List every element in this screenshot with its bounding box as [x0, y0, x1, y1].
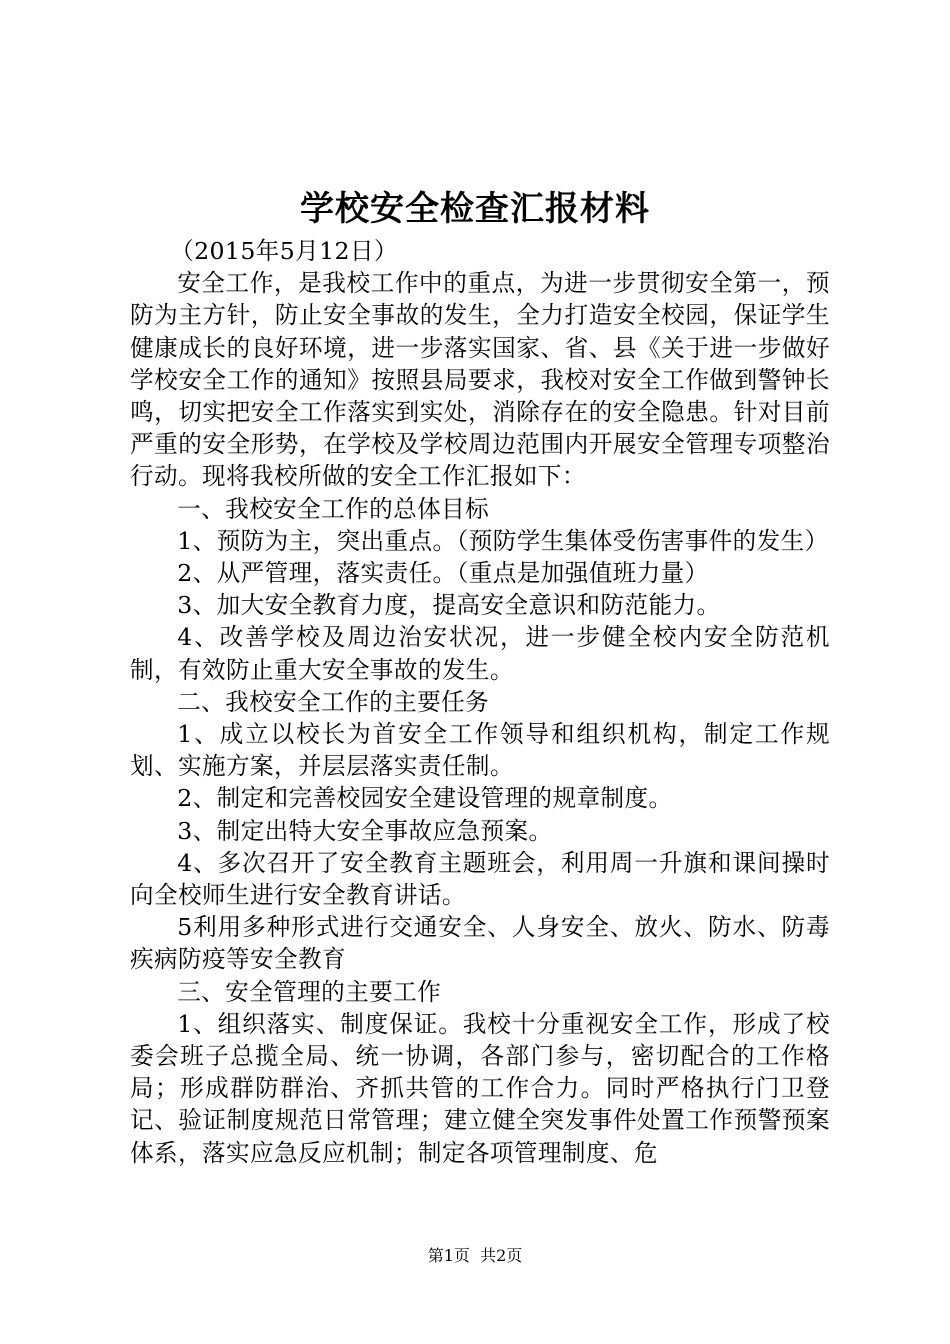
list-item: 2、制定和完善校园安全建设管理的规章制度。 — [177, 784, 673, 813]
page-total: 共2页 — [480, 1246, 523, 1265]
page-footer — [0, 1245, 950, 1267]
page-number: 第1页 — [427, 1246, 470, 1265]
list-item: 3、制定出特大安全事故应急预案。 — [177, 816, 553, 845]
document-body — [130, 235, 830, 1169]
list-item: 2、从严管理，落实责任。（重点是加强值班力量） — [177, 559, 709, 588]
document-date: （2015年5月12日） — [170, 237, 398, 265]
list-item: 1、预防为主，突出重点。（预防学生集体受伤害事件的发生） — [177, 526, 829, 555]
list-item: 5利用多种形式进行交通安全、人身安全、放火、防水、防毒疾病防疫等安全教育 — [130, 913, 830, 974]
section-heading-3: 三、安全管理的主要工作 — [177, 977, 442, 1006]
list-item: 1、成立以校长为首安全工作领导和组织机构，制定工作规划、实施方案，并层层落实责任制。 — [130, 720, 830, 781]
list-item: 4、多次召开了安全教育主题班会，利用周一升旗和课间操时向全校师生进行安全教育讲话。 — [130, 848, 830, 910]
list-item: 1、组织落实、制度保证。我校十分重视安全工作，形成了校委会班子总揽全局、统一协调，各部门参与，密切配合的工作格局；形成群防群治、齐抓共管的工作合力。同时严格执行门卫登记、验证制度规范日常管理；建立健全突发事件处置工作预警预案体系，落实应急反应机制；制定各项管理制度、危 — [130, 1009, 830, 1167]
document-title: 学校安全检查汇报材料 — [300, 189, 650, 229]
paragraph-intro: 安全工作，是我校工作中的重点，为进一步贯彻安全第一，预防为主方针，防止安全事故的发生，全力打造安全校园，保证学生健康成长的良好环境，进一步落实国家、省、县《关于进一步做好学校安全工作的通知》按照县局要求，我校对安全工作做到警钟长鸣，切实把安全工作落实到实处，消除存在的安全隐患。针对目前严重的安全形势，在学校及学校周边范围内开展安全管理专项整治行动。现将我校所做的安全工作汇报如下： — [130, 269, 830, 491]
footer-spacer — [470, 1246, 480, 1265]
section-heading-2: 二、我校安全工作的主要任务 — [177, 687, 490, 716]
section-heading-1: 一、我校安全工作的总体目标 — [177, 494, 490, 523]
list-item: 3、加大安全教育力度，提高安全意识和防范能力。 — [177, 591, 721, 620]
list-item: 4、改善学校及周边治安状况，进一步健全校内安全防范机制，有效防止重大安全事故的发生。 — [130, 623, 830, 684]
